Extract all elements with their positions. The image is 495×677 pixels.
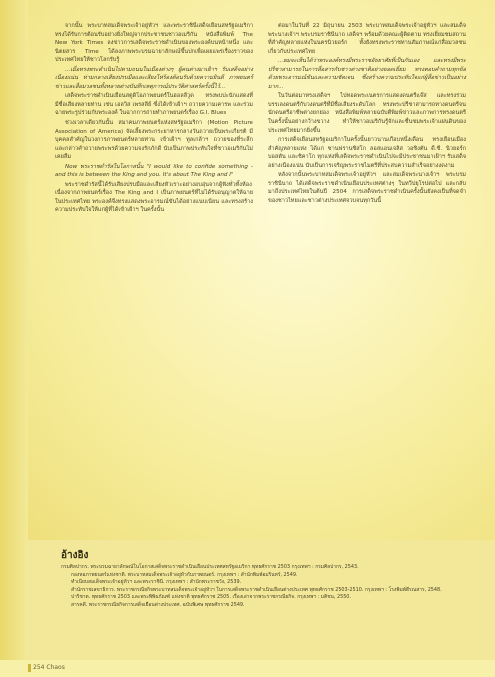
- references-title: อ้างอิง: [61, 550, 89, 561]
- reference-item: ปาริชาต. พุทธศักราช 2503 และพระพิพิธภัณฑ์ แห่งชาติ พุทธศักราช 2505. เรื่องเล่าจากพระราชกรณียกิจ. กรุงเทพฯ : มติชน, 2550.: [71, 594, 351, 600]
- reference-item: สารคดี. พระราชกรณียกิจการเสด็จเยือนต่างประเทศ. ฉบับพิเศษ พุทธศักราช 2549.: [71, 601, 245, 608]
- paragraph: ต่อมาในวันที่ 22 มิถุนายน 2503 พระบาทสมเด็จพระเจ้าอยู่หัวฯ และสมเด็จพระนางเจ้าฯ พระบรมราชินีนาถ เสด็จฯ พร้อมด้วยคณะผู้ติดตาม ทรงเยี่ยมชมสถานที่สำคัญหลายแห่งในนครนิวยอร์ก ทั้งยังทรงพระราชทานสัมภาษณ์แก่สื่อมวลชนเกี่ยวกับประเทศไทย: [268, 23, 466, 55]
- page-footer: [0, 660, 495, 677]
- quote-paragraph: Now พระราชดำรัสในโอกาสนั้น "I would like to confide something - and this is between the King and you. It's about The King and I": [55, 163, 253, 179]
- paragraph: ช่วงเวลาเดียวกันนั้น สมาคมภาพยนตร์แห่งสหรัฐอเมริกา (Motion Picture Association of America) จัดเลี้ยงพระกระยาหารกลางวันถวายเป็นพระเกียรติ มีบุคคลสำคัญในวงการภาพยนตร์หลายท่าน เข้าเฝ้าฯ ทูลเกล้าฯ ถวายของที่ระลึก และกล่าวคำถวายพระพรด้วยความจงรักภักดี นับเป็นภาพประทับใจที่ชาวอเมริกันไม่เคยลืม: [55, 120, 253, 161]
- reference-item: กรมศิลปากร. พระบรมฉายาลักษณ์ในโอกาสเสด็จพระราชดำเนินเยือนประเทศสหรัฐอเมริกา พุทธศักราช 2503 กรุงเทพฯ : กรมศิลปากร, 2543.: [61, 564, 359, 570]
- paragraph: พระราชดำรัสนี้ได้รับเสียงปรบมือและเสียงหัวเราะอย่างอบอุ่นจากผู้ฟังทั่วทั้งห้อง เนื่องจากภาพยนตร์เรื่อง The King and I เป็นภาพยนตร์ที่ไม่ได้รับอนุญาตให้ฉายในประเทศไทย พระองค์จึงทรงแสดงพระอารมณ์ขันได้อย่างแนบเนียน และทรงสร้างความประทับใจให้แก่ผู้ที่ได้เข้าเฝ้าฯ ในครั้งนั้น: [55, 181, 253, 214]
- references-section: [28, 540, 495, 660]
- paragraph: จากนั้น พระบาทสมเด็จพระเจ้าอยู่หัวฯ และพระราชินีเสด็จเยือนสหรัฐอเมริกา ทรงได้รับการต้อนรับอย่างยิ่งใหญ่จากประชาชนชาวอเมริกัน หนังสือพิมพ์ The New York Times ลงข่าวการเสด็จพระราชดำเนินของพระองค์บนหน้าหนึ่ง และนิตยสาร Time ได้ลงภาพพระบรมฉายาลักษณ์ขึ้นปกเพื่อเผยแพร่เรื่องราวของประเทศไทยให้ชาวโลกรับรู้: [55, 23, 253, 64]
- reference-item: ทำเนียบสมเด็จพระเจ้าอยู่หัวฯ และพระราชินี. กรุงเทพฯ : สำนักพระราชวัง, 2539.: [71, 579, 242, 585]
- paragraph: เสด็จพระราชดำเนินเยือนสตูดิโอภาพยนตร์ในฮอลลีวูด ทรงพบปะนักแสดงที่มีชื่อเสียงหลายท่าน เช่น เอลวิส เพรสลีย์ ซึ่งได้เข้าเฝ้าฯ ถวายความเคารพ และร่วมฉายพระรูปร่วมกับพระองค์ ในฉากการถ่ายทำภาพยนตร์เรื่อง G.I. Blues: [55, 93, 253, 117]
- reference-item: กองหอภาพยนตร์แห่งชาติ. พระบาทสมเด็จพระเจ้าอยู่หัวกับภาพยนตร์. กรุงเทพฯ : สำนักพิมพ์อมรินทร์, 2549.: [71, 571, 298, 578]
- references-list: [61, 564, 491, 609]
- quote-paragraph: ...ผมจะเห็นได้ว่าพระองค์ทรงมีพระราชอัธยาศัยที่เป็นกันเอง และทรงมีพระปรีชาสามารถในการสื่อสารกับชาวต่างชาติอย่างยอดเยี่ยม ทรงตอบคำถามทุกข้อด้วยพระอารมณ์ขันและความชัดเจน ซึ่งสร้างความประทับใจแก่ผู้สื่อข่าวเป็นอย่างมาก...: [268, 58, 466, 90]
- quote-paragraph: ...เมื่อทรงพระดำเนินไปตามถนนในเมืองต่างๆ ผู้คนต่างมาเฝ้าฯ รับเสด็จอย่างเนืองแน่น ท่ามกลางเสียงปรบมือและเสียงโห่ร้องต้อนรับด้วยความยินดี ภาพยนตร์ข่าวและสื่อมวลชนทั้งหลายต่างบันทึกเหตุการณ์ประวัติศาสตร์ครั้งนี้ไว้...: [55, 66, 253, 90]
- left-text-column: [55, 22, 253, 216]
- footer-marker: [28, 664, 31, 672]
- page-number: 254 Chaos: [33, 664, 65, 671]
- paragraph: ในวันต่อมาทรงเสด็จฯ ไปทอดพระเนตรการแสดงดนตรีแจ๊ส และทรงร่วมบรรเลงดนตรีกับวงดนตรีที่มีชื่อเสียงระดับโลก ทรงพระปรีชาสามารถทางดนตรีจนนักดนตรีอาชีพต่างยกย่อง หนังสือพิมพ์หลายฉบับตีพิมพ์ข่าวและภาพการทรงดนตรีในครั้งนั้นอย่างกว้างขวาง ทำให้ชาวอเมริกันรู้จักและชื่นชมพระเจ้าแผ่นดินของประเทศไทยมากยิ่งขึ้น: [268, 93, 466, 134]
- right-text-column: [268, 22, 466, 206]
- left-decorative-band: [0, 0, 28, 677]
- paragraph: การเสด็จเยือนสหรัฐอเมริกาในครั้งนั้นยาวนานเกือบหนึ่งเดือน ทรงเยือนเมืองสำคัญหลายแห่ง ได้แก่ ซานฟรานซิสโก ลอสแอนเจลิส วอชิงตัน ดี.ซี. นิวยอร์ก บอสตัน และชิคาโก ทุกแห่งที่เสด็จพระราชดำเนินไปจะมีประชาชนมาเฝ้าฯ รับเสด็จอย่างเนืองแน่น นับเป็นการเจริญพระราชไมตรีที่ประสบความสำเร็จอย่างงดงาม: [268, 137, 466, 169]
- paragraph: หลังจากนั้นพระบาทสมเด็จพระเจ้าอยู่หัวฯ และสมเด็จพระนางเจ้าฯ พระบรมราชินีนาถ ได้เสด็จพระราชดำเนินเยือนประเทศต่างๆ ในทวีปยุโรปต่อไป และกลับมาถึงประเทศไทยในต้นปี 2504 การเสด็จพระราชดำเนินครั้งนั้นยังคงเป็นที่จดจำของชาวไทยและชาวต่างประเทศจวบจนทุกวันนี้: [268, 172, 466, 204]
- reference-item: สำนักราชเลขาธิการ. พระราชกรณียกิจพระบาทสมเด็จพระเจ้าอยู่หัวฯ ในการเสด็จพระราชดำเนินเยือนต่างประเทศ พุทธศักราช 2503-2510. กรุงเทพฯ : โรงพิมพ์ตีรณสาร, 2548.: [71, 586, 442, 593]
